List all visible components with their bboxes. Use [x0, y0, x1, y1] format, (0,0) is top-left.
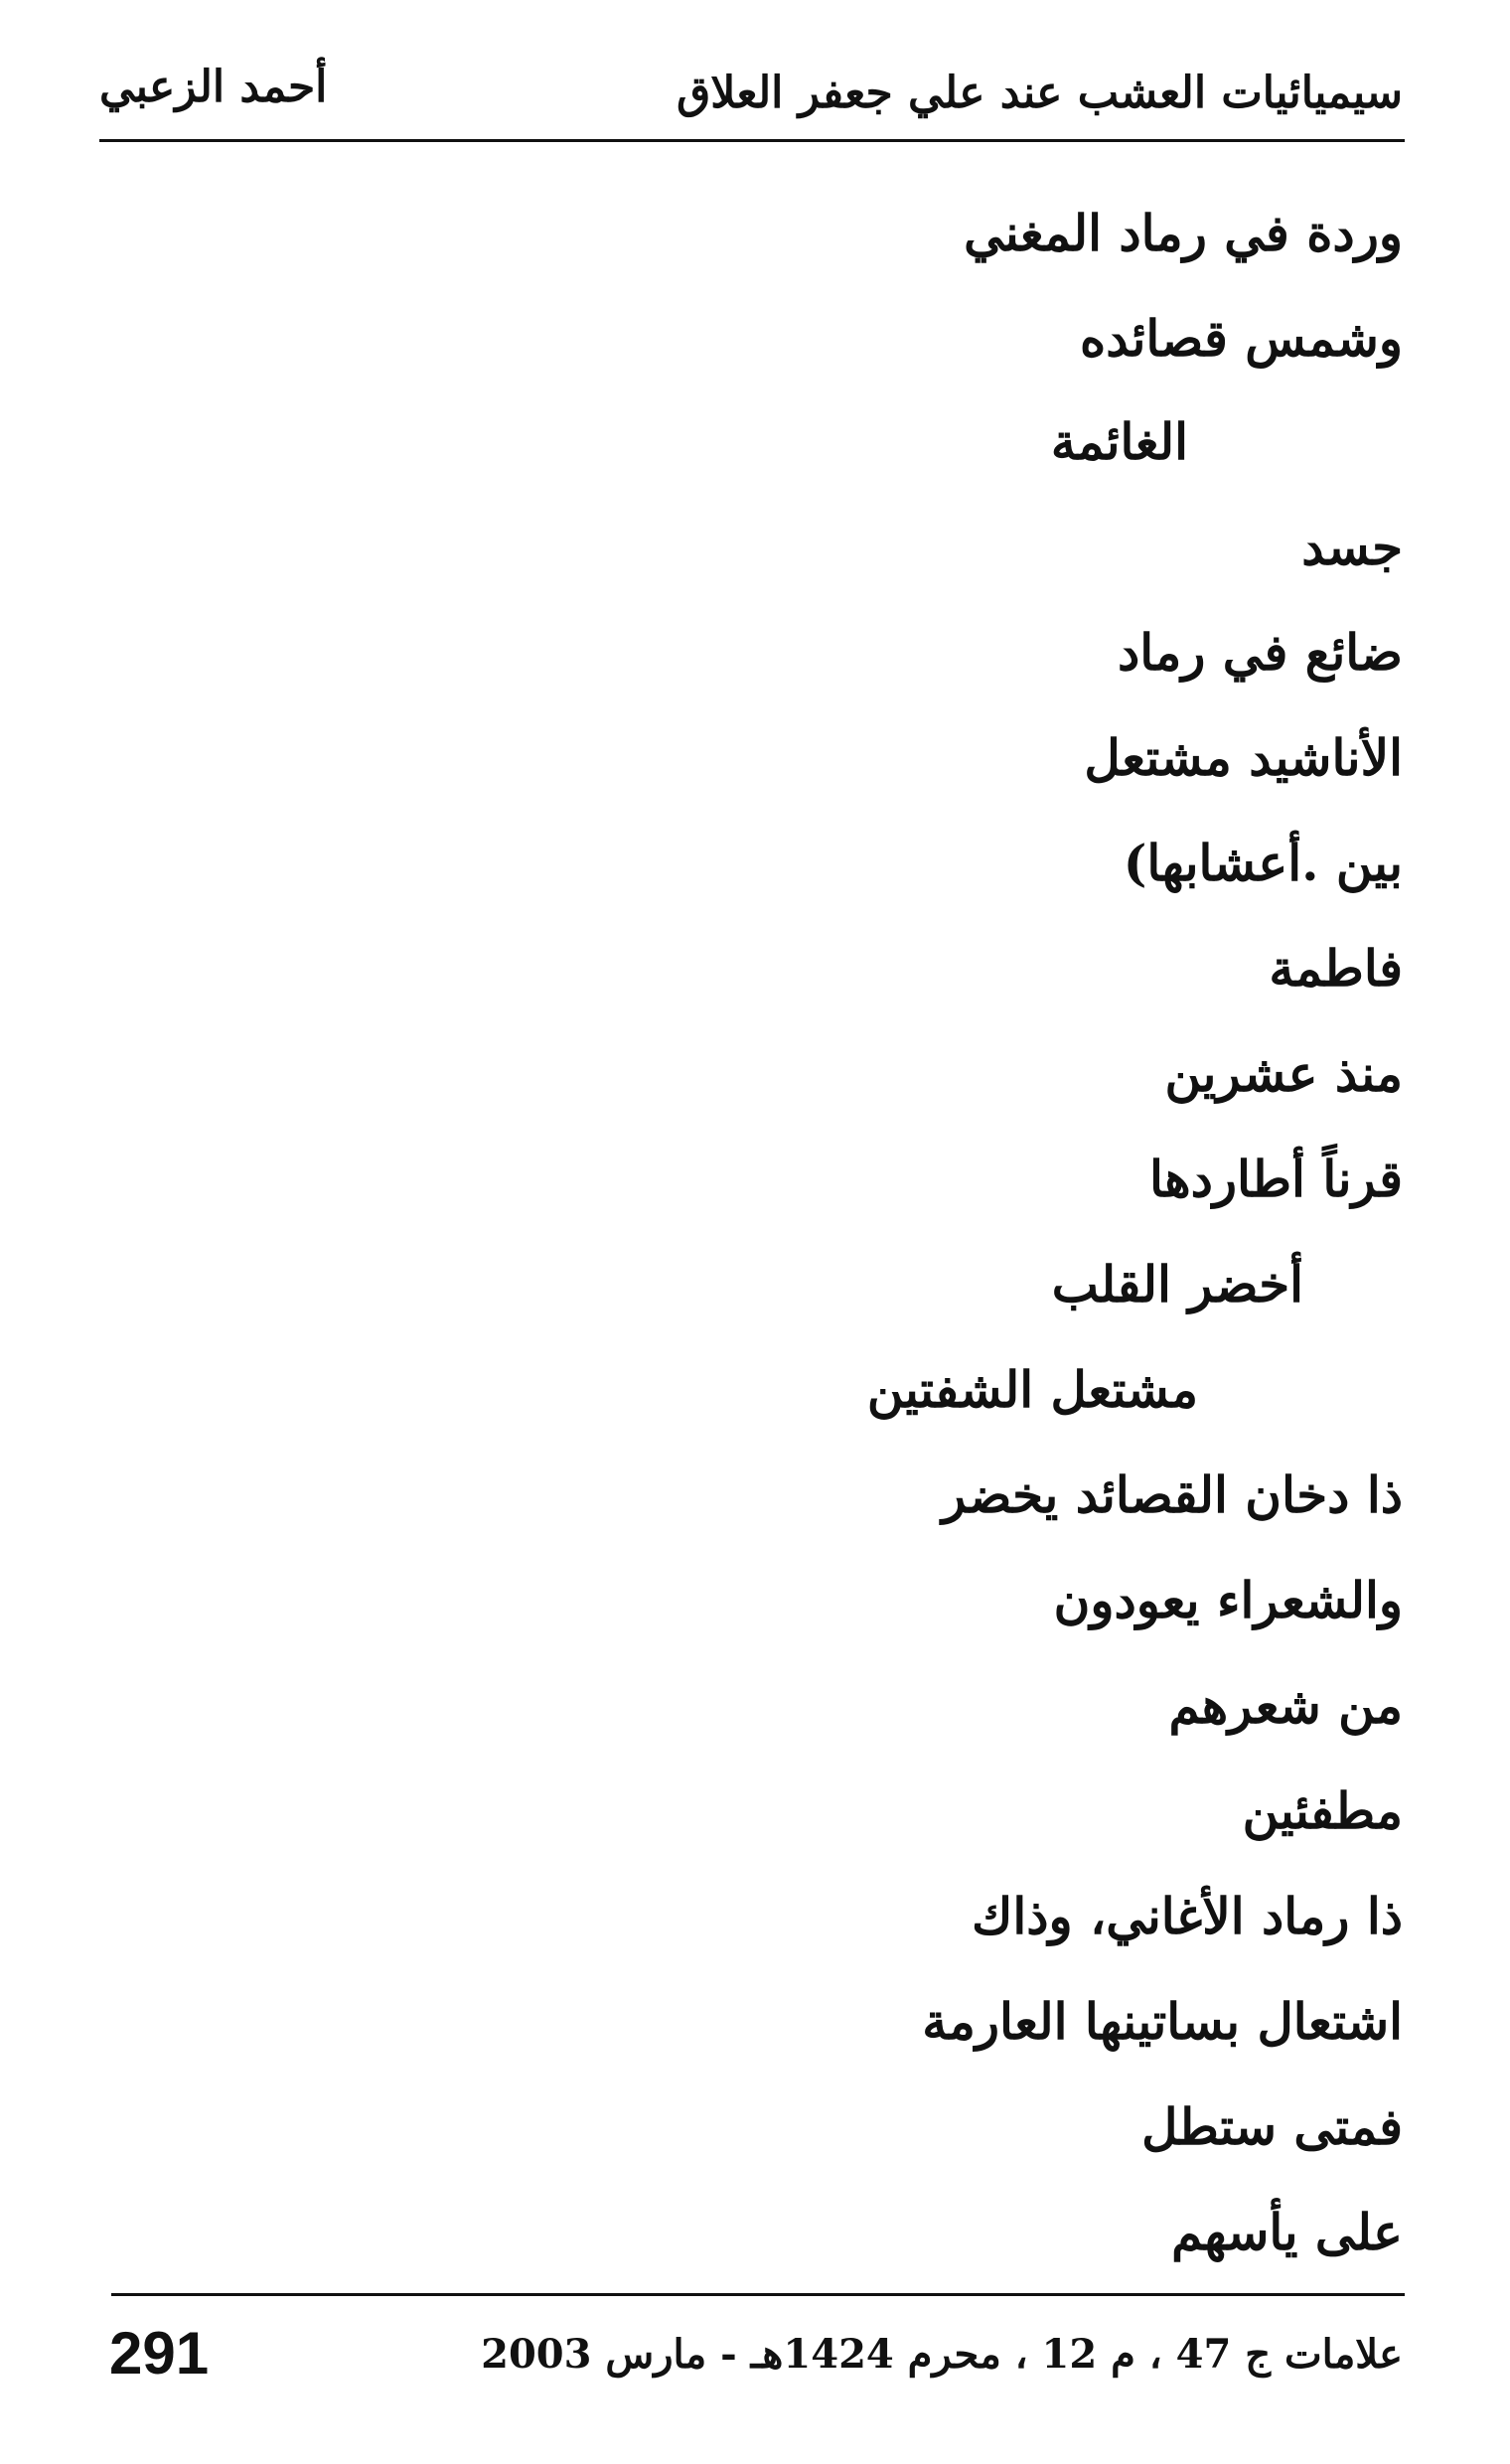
poem-line: وردة في رماد المغني: [964, 204, 1403, 262]
poem-line: من شعرهم: [1168, 1676, 1403, 1735]
poem-line: ذا دخان القصائد يخضر: [942, 1465, 1403, 1524]
poem-line: ضائع في رماد: [1117, 623, 1403, 682]
poem-line: والشعراء يعودون: [1053, 1571, 1403, 1629]
running-header-title: سيميائيات العشب عند علي جعفر العلاق: [677, 68, 1403, 118]
footer-journal-citation: علامات ج 47 ، م 12 ، محرم 1424هـ - مارس 2003: [481, 2331, 1403, 2378]
poem-line: وشمس قصائده: [1080, 309, 1403, 368]
poem-line: الغائمة: [1050, 412, 1188, 471]
poem-line: أخضر القلب: [1051, 1255, 1303, 1313]
poem-line: ذا رماد الأغاني، وذاك: [972, 1887, 1403, 1945]
running-header-author: أحمد الزعبي: [99, 62, 328, 112]
poem-line: على يأسهم: [1171, 2203, 1403, 2261]
poem-line: اشتعال بساتينها العارمة: [922, 1992, 1403, 2051]
page-number: 291: [109, 2320, 210, 2387]
poem-line: فاطمة: [1269, 939, 1403, 998]
footer-divider: [111, 2293, 1405, 2296]
poem-line: جسد: [1301, 518, 1403, 576]
header-divider: [99, 139, 1405, 142]
poem-line: منذ عشرين: [1164, 1044, 1403, 1103]
poem-line: فمتى ستطل: [1141, 2097, 1403, 2156]
poem-line: مشتعل الشفتين: [866, 1360, 1198, 1419]
poem-line: مطفئين: [1242, 1781, 1403, 1840]
poem-line: بين .أعشابها): [1123, 834, 1403, 892]
poem-line: الأناشيد مشتعل: [1084, 728, 1403, 787]
poem-line: قرناً أطاردها: [1149, 1150, 1403, 1208]
